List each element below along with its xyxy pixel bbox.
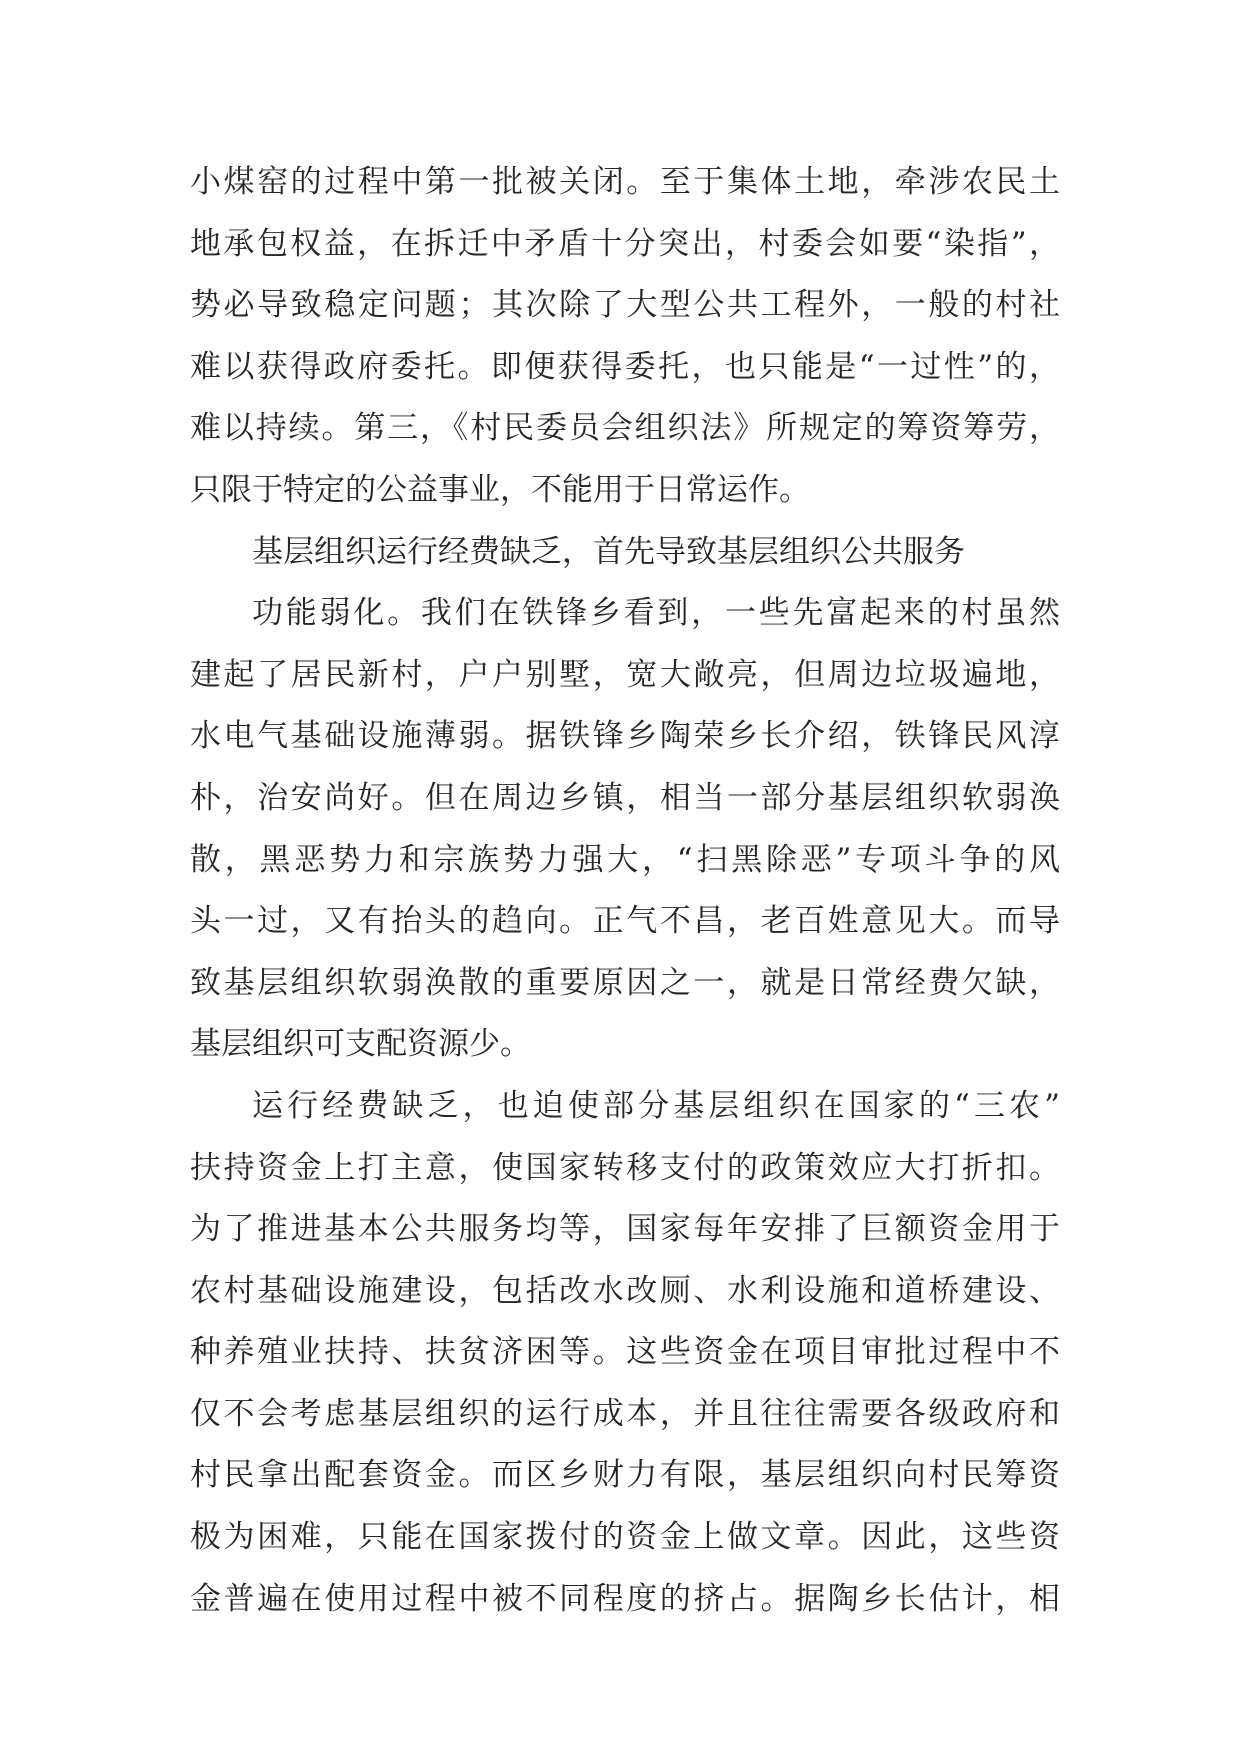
text-line: 水电气基础设施薄弱。据铁锋乡陶荣乡长介绍，铁锋民风淳	[190, 718, 1060, 755]
text-line: 功能弱化。我们在铁锋乡看到，一些先富起来的村虽然	[252, 595, 1060, 632]
text-line: 运行经费缺乏，也迫使部分基层组织在国家的“三农”	[252, 1087, 1060, 1124]
text-line: 难以持续。第三，《村民委员会组织法》所规定的筹资筹劳，	[190, 410, 1060, 447]
text-line: 致基层组织软弱涣散的重要原因之一，就是日常经费欠缺，	[190, 964, 1060, 1001]
text-line: 金普遍在使用过程中被不同程度的挤占。据陶乡长估计，相	[190, 1580, 1060, 1617]
text-line: 扶持资金上打主意，使国家转移支付的政策效应大打折扣。	[190, 1149, 1060, 1186]
text-line: 只限于特定的公益事业，不能用于日常运作。	[190, 471, 810, 508]
text-line: 仅不会考虑基层组织的运行成本，并且往往需要各级政府和	[190, 1395, 1060, 1432]
text-line: 建起了居民新村，户户别墅，宽大敞亮，但周边垃圾遍地，	[190, 656, 1060, 693]
body-text	[190, 152, 1060, 1630]
text-line: 地承包权益，在拆迁中矛盾十分突出，村委会如要“染指”，	[190, 225, 1060, 262]
text-line: 小煤窑的过程中第一批被关闭。至于集体土地，牵涉农民土	[190, 164, 1060, 200]
text-line: 为了推进基本公共服务均等，国家每年安排了巨额资金用于	[190, 1211, 1060, 1248]
text-line: 朴，治安尚好。但在周边乡镇，相当一部分基层组织软弱涣	[190, 779, 1060, 816]
text-line: 基层组织运行经费缺乏，首先导致基层组织公共服务	[252, 533, 965, 570]
text-line: 散，黑恶势力和宗族势力强大，“扫黑除恶”专项斗争的风	[190, 841, 1060, 878]
text-line: 难以获得政府委托。即便获得委托，也只能是“一过性”的，	[190, 348, 1060, 385]
text-line: 种养殖业扶持、扶贫济困等。这些资金在项目审批过程中不	[190, 1334, 1060, 1371]
text-line: 极为困难，只能在国家拨付的资金上做文章。因此，这些资	[190, 1519, 1060, 1556]
text-line: 村民拿出配套资金。而区乡财力有限，基层组织向村民筹资	[190, 1457, 1060, 1494]
text-line: 头一过，又有抬头的趋向。正气不昌，老百姓意见大。而导	[190, 903, 1060, 940]
text-line: 势必导致稳定问题；其次除了大型公共工程外，一般的村社	[190, 287, 1060, 324]
text-line: 农村基础设施建设，包括改水改厕、水利设施和道桥建设、	[190, 1272, 1060, 1309]
text-line: 基层组织可支配资源少。	[190, 1026, 531, 1063]
